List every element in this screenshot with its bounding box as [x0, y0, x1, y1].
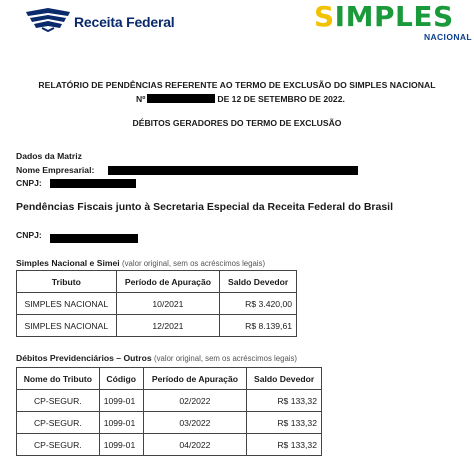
cell-tributo: SIMPLES NACIONAL — [17, 293, 117, 315]
simples-word — [314, 2, 454, 32]
cell-nome-tributo: CP-SEGUR. — [17, 390, 100, 412]
matriz-cnpj-label: CNPJ: — [16, 178, 42, 188]
cell-saldo: R$ 8.139,61 — [220, 315, 297, 337]
table-row — [17, 293, 297, 315]
nome-empresarial-label: Nome Empresarial: — [16, 164, 95, 175]
pendencias-cnpj-label: CNPJ: — [16, 230, 42, 240]
redacted-number — [147, 94, 215, 103]
cell-nome-tributo: CP-SEGUR. — [17, 412, 100, 434]
report-title: RELATÓRIO DE PENDÊNCIAS REFERENTE AO TERMO DE EXCLUSÃO DO SIMPLES NACIONAL — [38, 80, 436, 90]
header-periodo: Período de Apuração — [116, 271, 220, 293]
prev-section-label — [16, 353, 297, 363]
table-header-row — [17, 271, 297, 293]
cell-codigo: 1099-01 — [99, 412, 143, 434]
simples-nacional-logo — [314, 2, 474, 46]
table-row — [17, 390, 322, 412]
dados-matriz — [16, 150, 94, 191]
table-row — [17, 315, 297, 337]
table-header-row — [17, 368, 322, 390]
cell-saldo: R$ 133,32 — [247, 434, 322, 456]
header-saldo: Saldo Devedor — [220, 271, 297, 293]
cell-saldo: R$ 133,32 — [247, 412, 322, 434]
simples-table — [16, 270, 297, 337]
cell-codigo: 1099-01 — [99, 390, 143, 412]
simples-first-letter: S — [314, 0, 335, 33]
previdenciarios-table — [16, 367, 322, 456]
header-periodo: Período de Apuração — [143, 368, 247, 390]
simples-section-label — [16, 258, 265, 268]
simples-rest-letters: IMPLES — [334, 0, 454, 33]
report-date: DE 12 DE SETEMBRO DE 2022. — [217, 94, 345, 104]
cell-periodo: 04/2022 — [143, 434, 247, 456]
cell-saldo: R$ 133,32 — [247, 390, 322, 412]
table-row — [17, 412, 322, 434]
redacted-matriz-cnpj — [50, 179, 136, 188]
cell-periodo: 02/2022 — [143, 390, 247, 412]
prev-section-note: (valor original, sem os acréscimos legais) — [154, 354, 298, 363]
simples-nacional-subtitle: NACIONAL — [423, 32, 472, 42]
redacted-pendencias-cnpj — [50, 234, 138, 243]
header-nome-tributo: Nome do Tributo — [17, 368, 100, 390]
debitos-title: DÉBITOS GERADORES DO TERMO DE EXCLUSÃO — [132, 118, 342, 128]
redacted-company-name — [108, 166, 358, 175]
cell-periodo: 12/2021 — [116, 315, 220, 337]
header-codigo: Código — [99, 368, 143, 390]
cell-codigo: 1099-01 — [99, 434, 143, 456]
receita-federal-name: Receita Federal — [74, 14, 175, 30]
table-row — [17, 434, 322, 456]
report-number-prefix: Nº — [136, 94, 146, 104]
pendencias-heading: Pendências Fiscais junto à Secretaria Especial da Receita Federal do Brasil — [16, 201, 394, 213]
cell-saldo: R$ 3.420,00 — [220, 293, 297, 315]
receita-federal-logo-icon — [24, 6, 72, 32]
cell-periodo: 03/2022 — [143, 412, 247, 434]
simples-section-title: Simples Nacional e Simei — [16, 258, 120, 268]
prev-section-title: Débitos Previdenciários – Outros — [16, 353, 152, 363]
header-tributo: Tributo — [17, 271, 117, 293]
header-saldo: Saldo Devedor — [247, 368, 322, 390]
cell-periodo: 10/2021 — [116, 293, 220, 315]
report-number-line — [136, 94, 345, 104]
cell-tributo: SIMPLES NACIONAL — [17, 315, 117, 337]
header — [0, 0, 474, 46]
cell-nome-tributo: CP-SEGUR. — [17, 434, 100, 456]
matriz-heading: Dados da Matriz — [16, 151, 82, 161]
simples-section-note: (valor original, sem os acréscimos legais) — [122, 259, 266, 268]
